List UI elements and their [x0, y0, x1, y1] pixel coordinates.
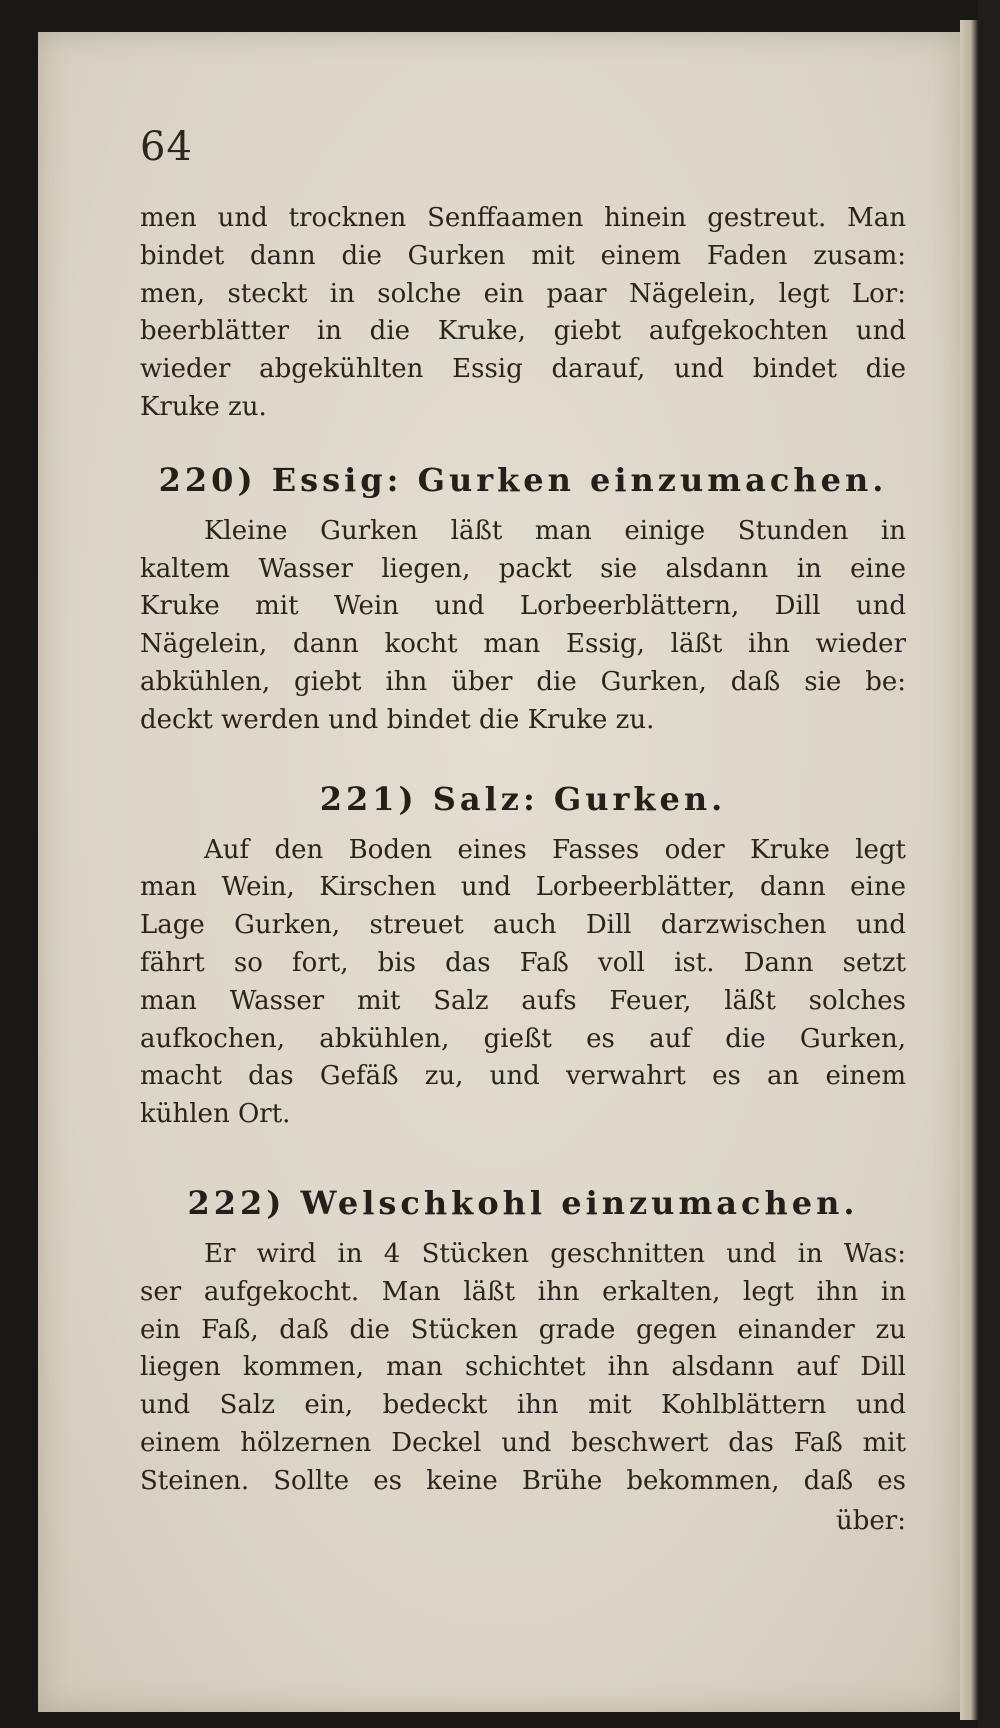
section-220-paragraph [140, 513, 906, 740]
text-line: macht das Gefäß zu, und verwahrt es an einem [140, 1061, 906, 1092]
text-line: Kruke zu. [140, 391, 267, 422]
text-line: Lage Gurken, streuet auch Dill darzwischen und [140, 910, 906, 941]
text-line: man Wein, Kirschen und Lorbeerblätter, dann eine [140, 872, 906, 903]
text-line: Er wird in 4 Stücken geschnitten und in Was: [204, 1238, 906, 1269]
section-heading-221: 221) Salz: Gurken. [319, 779, 727, 818]
page-text [140, 200, 906, 1540]
page-number: 64 [140, 124, 193, 170]
text-line: deckt werden und bindet die Kruke zu. [140, 704, 655, 735]
text-line: abkühlen, giebt ihn über die Gurken, daß sie be: [140, 666, 906, 697]
text-line: und Salz ein, bedeckt ihn mit Kohlblättern und [140, 1390, 906, 1421]
text-line: einem hölzernen Deckel und beschwert das Faß mit [140, 1427, 906, 1458]
section-222-paragraph [140, 1236, 906, 1501]
book-spine-shadow [978, 0, 1000, 1728]
text-line: Nägelein, dann kocht man Essig, läßt ihn wieder [140, 629, 906, 660]
text-line: kühlen Ort. [140, 1099, 291, 1130]
text-line: ser aufgekocht. Man läßt ihn erkalten, legt ihn in [140, 1276, 906, 1307]
text-line: kaltem Wasser liegen, packt sie alsdann in eine [140, 553, 906, 584]
section-heading-220: 220) Essig: Gurken einzumachen. [158, 460, 888, 499]
text-line: Auf den Boden eines Fasses oder Kruke legt [204, 834, 906, 865]
text-line: ein Faß, daß die Stücken grade gegen einander zu [140, 1314, 906, 1345]
text-line: Steinen. Sollte es keine Brühe bekommen, daß es [140, 1465, 906, 1496]
section-221-paragraph [140, 832, 906, 1134]
text-line: fährt so fort, bis das Faß voll ist. Dann setzt [140, 947, 906, 978]
text-line: Kruke mit Wein und Lorbeerblättern, Dill und [140, 591, 906, 622]
text-line: men und trocknen Senffaamen hinein gestreut. Man [140, 203, 906, 233]
intro-paragraph [140, 200, 906, 427]
catchword: über: [836, 1505, 906, 1536]
text-line: Kleine Gurken läßt man einige Stunden in [204, 515, 906, 546]
text-line: man Wasser mit Salz aufs Feuer, läßt solches [140, 985, 906, 1016]
text-line: liegen kommen, man schichtet ihn alsdann auf Dill [140, 1352, 906, 1383]
text-line: beerblätter in die Kruke, giebt aufgekochten und [140, 316, 906, 347]
text-line: bindet dann die Gurken mit einem Faden zusam: [140, 240, 906, 271]
section-heading-222: 222) Welschkohl einzumachen. [187, 1183, 859, 1222]
text-line: aufkochen, abkühlen, gießt es auf die Gurken, [140, 1023, 906, 1054]
text-line: wieder abgekühlten Essig darauf, und bindet die [140, 354, 906, 385]
page-edge [960, 20, 978, 1720]
text-line: men, steckt in solche ein paar Nägelein, legt Lor: [140, 278, 906, 309]
